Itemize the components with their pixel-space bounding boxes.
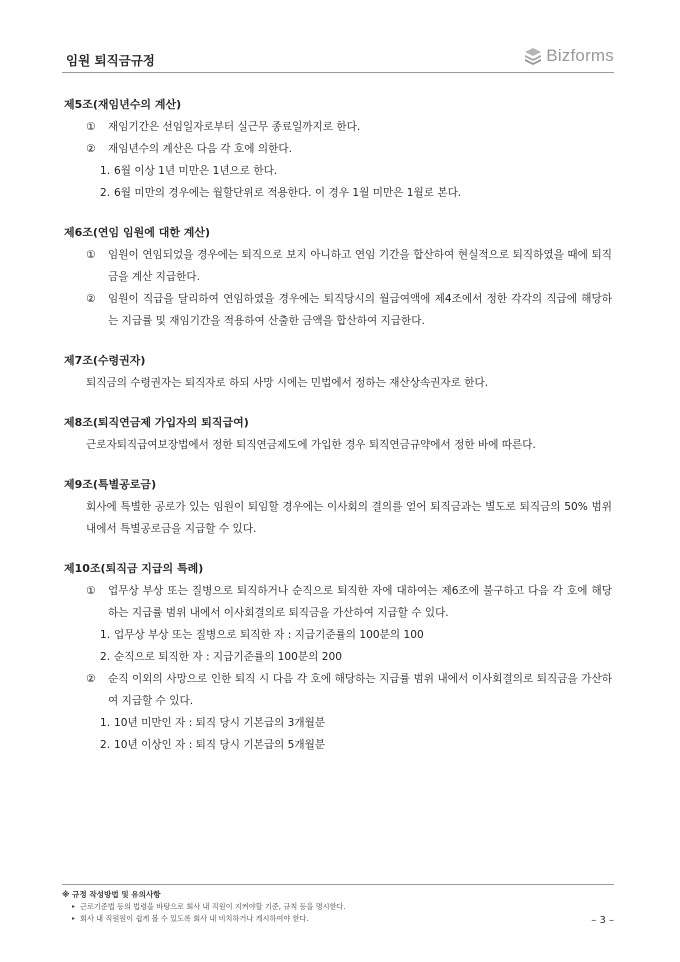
article-section <box>64 558 612 756</box>
clause-paragraph <box>64 668 612 712</box>
article-text <box>64 372 612 394</box>
article-section <box>64 350 612 394</box>
clause-paragraph <box>64 580 612 624</box>
article-text <box>64 434 612 456</box>
article-section <box>64 94 612 204</box>
item-text: 근로자퇴직급여보장법에서 정한 퇴직연금제도에 가입한 경우 퇴직연금규약에서 정한 바에 따른다. <box>86 439 536 451</box>
note-item <box>62 901 614 913</box>
article-title: 제6조(연임 임원에 대한 계산) <box>64 226 211 239</box>
stack-icon <box>524 47 542 65</box>
item-marker: ① <box>86 585 96 597</box>
triangle-bullet-icon: ▸ <box>72 915 76 922</box>
article-text <box>64 496 612 540</box>
clause-paragraph <box>64 244 612 288</box>
item-text: 업무상 부상 또는 질병으로 퇴직하거나 순직으로 퇴직한 자에 대하여는 제6조에 불구하고 다음 각 호에 해당하는 지급률 범위 내에서 이사회결의로 퇴직금을 가산하여 지급할 수 있다. <box>108 585 612 619</box>
clause-paragraph <box>64 288 612 332</box>
item-marker: 2. <box>100 739 111 751</box>
item-marker: 2. <box>100 651 111 663</box>
item-text: 6월 이상 1년 미만은 1년으로 한다. <box>114 165 278 177</box>
item-marker: ② <box>86 673 96 685</box>
page-header <box>62 40 614 73</box>
item-marker: 1. <box>100 717 111 729</box>
item-marker: ① <box>86 121 96 133</box>
item-text: 10년 미만인 자 : 퇴직 당시 기본급의 3개월분 <box>114 717 326 729</box>
note-item <box>62 913 614 925</box>
numbered-item <box>64 712 612 734</box>
item-text: 재임기간은 선임일자로부터 실근무 종료일까지로 한다. <box>108 121 361 133</box>
article-section <box>64 474 612 540</box>
item-marker: 1. <box>100 629 111 641</box>
item-marker: 1. <box>100 165 111 177</box>
clause-paragraph <box>64 116 612 138</box>
item-marker: ① <box>86 249 96 261</box>
item-text: 임원이 직급을 달리하여 연임하였을 경우에는 퇴직당시의 월급여액에 제4조에서 정한 각각의 직급에 해당하는 지급률 및 재임기간을 적용하여 산출한 금액을 합산하여 지급한다. <box>108 293 612 327</box>
note-text: 근로기준법 등의 법령을 바탕으로 회사 내 직원이 지켜야할 기준, 규칙 등을 명시한다. <box>80 902 346 911</box>
triangle-bullet-icon: ▸ <box>72 903 76 910</box>
item-text: 순직 이외의 사망으로 인한 퇴직 시 다음 각 호에 해당하는 지급률 범위 내에서 이사회결의로 퇴직금을 가산하여 지급할 수 있다. <box>108 673 612 707</box>
article-title: 제5조(재임년수의 계산) <box>64 98 182 111</box>
item-text: 10년 이상인 자 : 퇴직 당시 기본급의 5개월분 <box>114 739 326 751</box>
item-marker: ② <box>86 293 96 305</box>
document-body <box>64 94 612 774</box>
item-text: 회사에 특별한 공로가 있는 임원이 퇴임할 경우에는 이사회의 결의를 얻어 퇴직금과는 별도로 퇴직금의 50% 범위 내에서 특별공로금을 지급할 수 있다. <box>86 501 612 535</box>
page-number: – 3 – <box>591 915 614 926</box>
item-text: 순직으로 퇴직한 자 : 지급기준률의 100분의 200 <box>114 651 342 663</box>
item-text: 임원이 연임되었을 경우에는 퇴직으로 보지 아니하고 연임 기간을 합산하여 현실적으로 퇴직하였을 때에 퇴직금을 계산 지급한다. <box>108 249 612 283</box>
item-text: 6월 미만의 경우에는 월할단위로 적용한다. 이 경우 1월 미만은 1월로 본다. <box>114 187 462 199</box>
article-title: 제9조(특별공로금) <box>64 478 157 491</box>
numbered-item <box>64 646 612 668</box>
article-section <box>64 412 612 456</box>
numbered-item <box>64 160 612 182</box>
article-title: 제7조(수령권자) <box>64 354 146 367</box>
item-text: 재임년수의 계산은 다음 각 호에 의한다. <box>108 143 292 155</box>
numbered-item <box>64 734 612 756</box>
item-marker: ② <box>86 143 96 155</box>
article-section <box>64 222 612 332</box>
clause-paragraph <box>64 138 612 160</box>
item-text: 퇴직금의 수령권자는 퇴직자로 하되 사망 시에는 민법에서 정하는 재산상속권자로 한다. <box>86 377 489 389</box>
item-text: 업무상 부상 또는 질병으로 퇴직한 자 : 지급기준률의 100분의 100 <box>114 629 424 641</box>
numbered-item <box>64 624 612 646</box>
logo-text: Bizforms <box>546 46 614 65</box>
bizforms-logo <box>524 46 614 66</box>
article-title: 제8조(퇴직연금제 가입자의 퇴직급여) <box>64 416 249 429</box>
numbered-item <box>64 182 612 204</box>
item-marker: 2. <box>100 187 111 199</box>
document-title: 임원 퇴직금규정 <box>66 53 155 68</box>
notes-title: ※ 규정 작성방법 및 유의사항 <box>62 890 161 899</box>
article-title: 제10조(퇴직금 지급의 특례) <box>64 562 204 575</box>
note-text: 회사 내 직원원이 쉽게 볼 수 있도록 회사 내 비치하거나 게시하여야 한다. <box>80 914 309 923</box>
page-footer <box>62 884 614 925</box>
